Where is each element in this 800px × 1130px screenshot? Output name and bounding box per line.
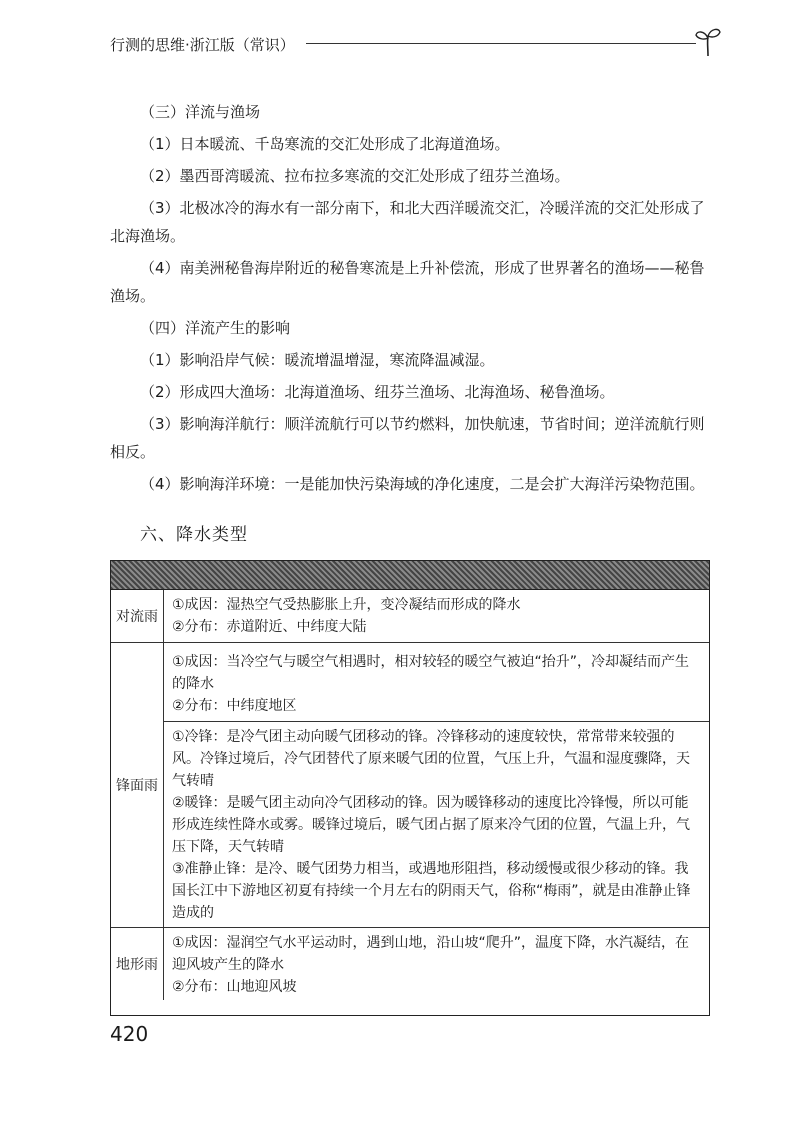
fishery-item-4: （4）南美洲秘鲁海岸附近的秘鲁寒流是上升补偿流，形成了世界著名的渔场——秘鲁渔场。 <box>110 259 705 305</box>
frontal-rain-types <box>164 721 709 928</box>
page-header <box>110 26 722 60</box>
table-row <box>111 590 709 643</box>
row-line: ②分布：赤道附近、中纬度大陆 <box>172 619 367 635</box>
header-rule <box>306 43 696 44</box>
effect-item-4: （4）影响海洋环境：一是能加快污染海域的净化速度，二是会扩大海洋污染物范围。 <box>140 475 705 493</box>
precipitation-table <box>110 560 710 1016</box>
row-line: ②分布：山地迎风坡 <box>172 979 297 995</box>
sprout-icon <box>694 26 722 58</box>
row-line: ③准静止锋：是冷、暖气团势力相当，或遇地形阻挡，移动缓慢或很少移动的锋。我国长江中下游地区初夏有持续一个月左右的阴雨天气，俗称“梅雨”，就是由准静止锋造成的 <box>172 861 691 921</box>
row-line: ①成因：湿润空气水平运动时，遇到山地，沿山坡“爬升”，温度下降，水汽凝结，在迎风坡产生的降水 <box>172 935 690 973</box>
fishery-item-2: （2）墨西哥湾暖流、拉布拉多寒流的交汇处形成了纽芬兰渔场。 <box>140 167 570 185</box>
row-content <box>164 643 709 927</box>
effect-item-1: （1）影响沿岸气候：暖流增温增湿，寒流降温减湿。 <box>140 351 495 369</box>
row-line: ②分布：中纬度地区 <box>172 698 297 714</box>
heading-current-effects: （四）洋流产生的影响 <box>140 319 291 337</box>
row-line: ①冷锋：是冷气团主动向暖气团移动的锋。冷锋移动的速度较快，常常带来较强的风。冷锋过境后，冷气团替代了原来暖气团的位置，气压上升，气温和湿度骤降，天气转晴 <box>172 729 690 789</box>
row-line: ①成因：湿热空气受热膨胀上升，变冷凝结而形成的降水 <box>172 597 521 613</box>
page-number: 420 <box>110 1022 149 1046</box>
table-row <box>111 643 709 928</box>
row-label: 对流雨 <box>111 590 164 642</box>
section-title: 六、降水类型 <box>140 525 248 545</box>
fishery-item-3: （3）北极冰冷的海水有一部分南下，和北大西洋暖流交汇，冷暖洋流的交汇处形成了北海渔场。 <box>110 199 705 245</box>
table-row <box>111 928 709 1000</box>
frontal-rain-basic <box>172 647 701 721</box>
effect-item-3: （3）影响海洋航行：顺洋流航行可以节约燃料，加快航速，节省时间；逆洋流航行则相反。 <box>110 415 705 461</box>
row-line: ①成因：当冷空气与暖空气相遇时，相对较轻的暖空气被迫“抬升”，冷却凝结而产生的降水 <box>172 654 690 692</box>
effect-item-2: （2）形成四大渔场：北海道渔场、纽芬兰渔场、北海渔场、秘鲁渔场。 <box>140 383 615 401</box>
fishery-item-1: （1）日本暖流、千岛寒流的交汇处形成了北海道渔场。 <box>140 135 510 153</box>
header-title: 行测的思维·浙江版（常识） <box>110 36 295 54</box>
heading-ocean-fisheries: （三）洋流与渔场 <box>140 103 261 121</box>
row-content <box>164 590 709 642</box>
row-label: 地形雨 <box>111 928 164 1000</box>
row-line: ②暖锋：是暖气团主动向冷气团移动的锋。因为暖锋移动的速度比冷锋慢，所以可能形成连续性降水或雾。暖锋过境后，暖气团占据了原来冷气团的位置，气温上升，气压下降，天气转晴 <box>172 795 690 855</box>
row-content <box>164 928 709 1000</box>
table-header-band <box>111 561 709 590</box>
row-label: 锋面雨 <box>111 643 164 927</box>
body-text <box>110 98 710 502</box>
